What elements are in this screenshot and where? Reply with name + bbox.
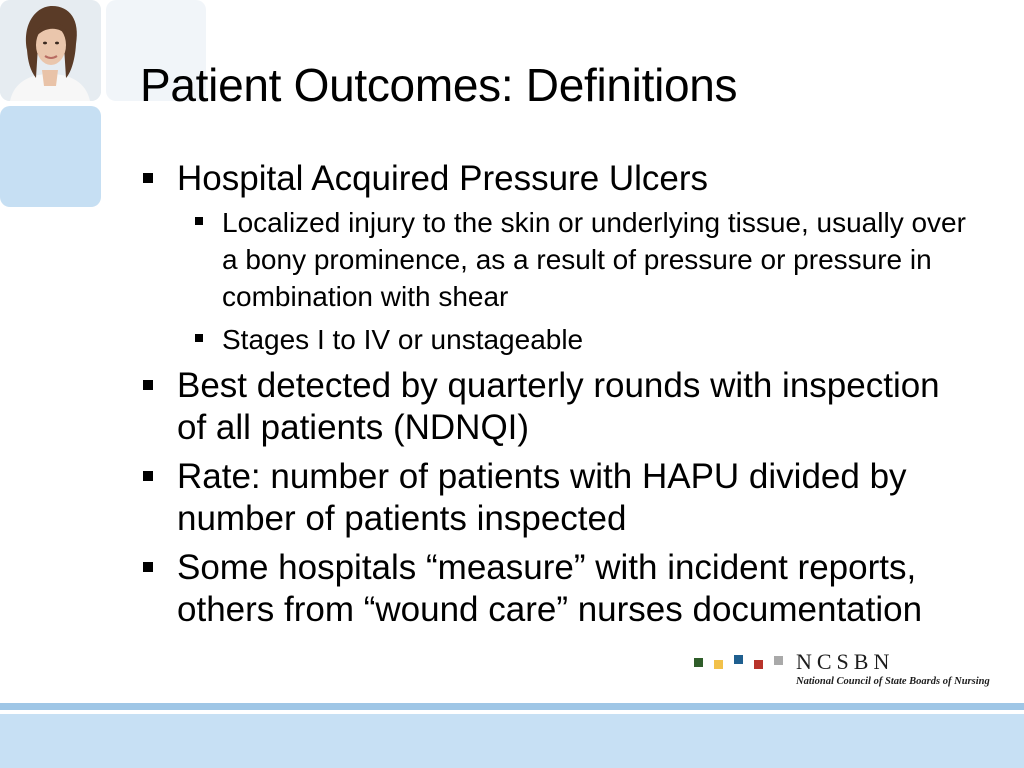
bullet-item (140, 456, 970, 540)
logo-wordmark: NCSBN (796, 649, 895, 674)
square-bullet-icon (143, 380, 153, 390)
woman-portrait-image (0, 0, 101, 101)
square-bullet-icon (195, 334, 203, 342)
footer-band (0, 714, 1024, 768)
square-bullet-icon (143, 562, 153, 572)
square-bullet-icon (195, 217, 203, 225)
bullet-item (140, 547, 970, 631)
bullet-text: Rate: number of patients with HAPU divided by number of patients inspected (177, 457, 907, 538)
sub-bullet-list (177, 204, 970, 358)
logo-square-red (754, 660, 763, 669)
logo-square-gray (774, 656, 783, 665)
logo-square-yellow (714, 660, 723, 669)
sub-bullet-text: Stages I to IV or unstageable (222, 324, 584, 355)
square-bullet-icon (143, 471, 153, 481)
sub-bullet-text: Localized injury to the skin or underlying tissue, usually over a bony prominence, as a result of pressure or pressure in combination with shear (222, 207, 966, 312)
decorative-tile-blue (0, 106, 101, 207)
presenter-photo (0, 0, 101, 101)
bullet-text: Hospital Acquired Pressure Ulcers (177, 159, 709, 198)
ncsbn-logo (694, 649, 990, 693)
bullet-list (140, 158, 970, 638)
sub-bullet-item (177, 321, 970, 358)
sub-bullet-item (177, 204, 970, 315)
bullet-item (140, 365, 970, 449)
slide-title: Patient Outcomes: Definitions (140, 59, 738, 111)
square-bullet-icon (143, 173, 153, 183)
logo-subtitle: National Council of State Boards of Nursing (796, 676, 990, 687)
bullet-text: Some hospitals “measure” with incident reports, others from “wound care” nurses documentation (177, 548, 923, 629)
bullet-item (140, 158, 970, 358)
footer-line (0, 703, 1024, 710)
logo-square-blue (734, 655, 743, 664)
logo-square-green (694, 658, 703, 667)
bullet-text: Best detected by quarterly rounds with inspection of all patients (NDNQI) (177, 366, 940, 447)
